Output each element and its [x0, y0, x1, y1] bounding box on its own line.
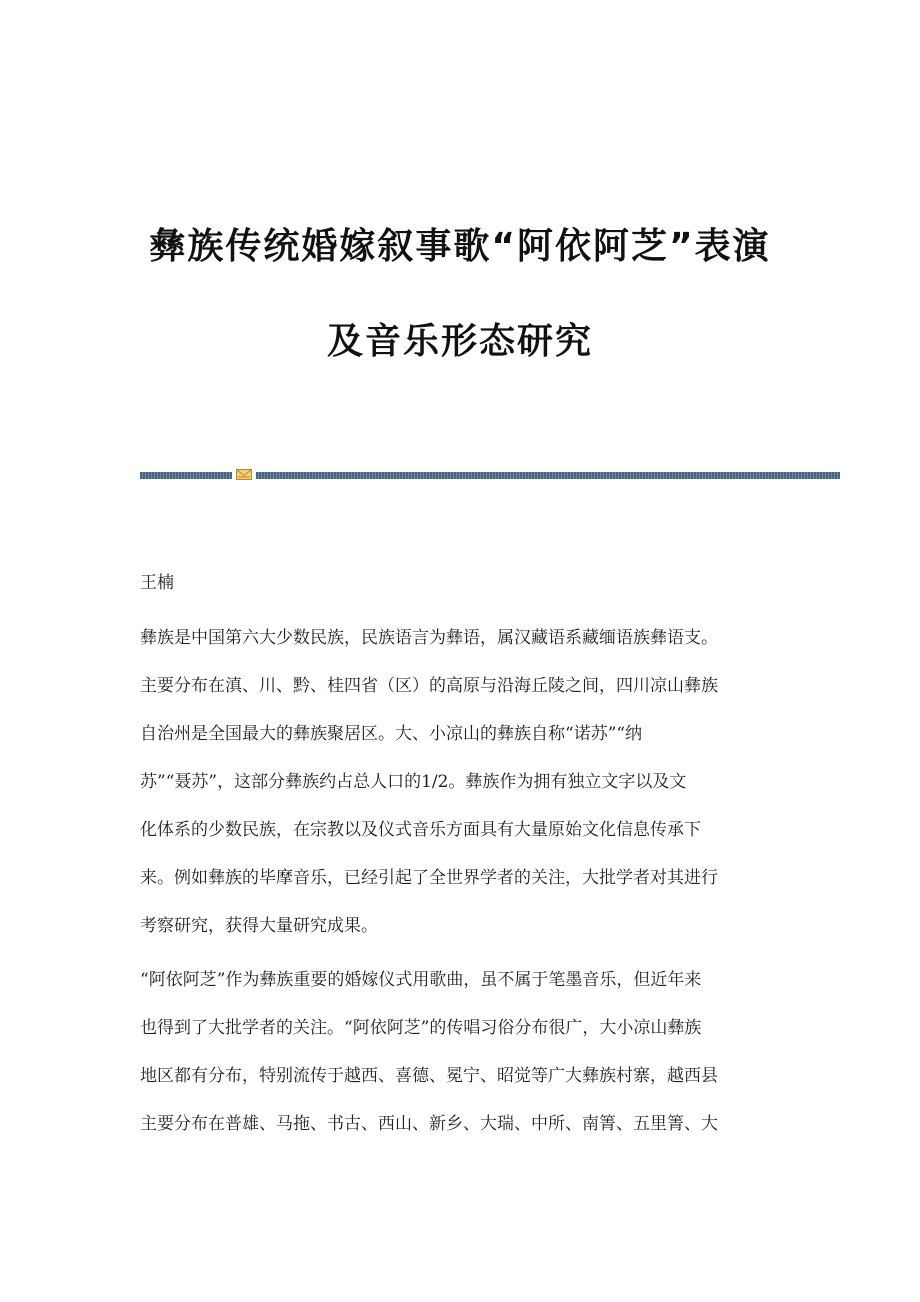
- paragraph-line: 考察研究，获得大量研究成果。: [140, 916, 378, 936]
- paragraph-line: 主要分布在普雄、马拖、书古、西山、新乡、大瑞、中所、南箐、五里箐、大: [140, 1114, 718, 1134]
- paragraph-line: 主要分布在滇、川、黔、桂四省（区）的高原与沿海丘陵之间，四川凉山彝族: [140, 676, 718, 696]
- paragraph-line: 自治州是全国最大的彝族聚居区。大、小凉山的彝族自称“诺苏”“纳: [140, 724, 643, 744]
- paragraph-line: 也得到了大批学者的关注。“阿依阿芝”的传唱习俗分布很广，大小凉山彝族: [140, 1018, 702, 1038]
- paragraph-line: 苏”“聂苏”，这部分彝族约占总人口的1/2。彝族作为拥有独立文字以及文: [140, 772, 687, 792]
- author-name: 王楠: [140, 573, 174, 593]
- title-divider-left: [140, 472, 232, 479]
- title-divider-right: [256, 472, 840, 479]
- paragraph-line: 彝族是中国第六大少数民族，民族语言为彝语，属汉藏语系藏缅语族彝语支。: [140, 628, 718, 648]
- body-paragraph-2: [140, 956, 780, 1148]
- body-paragraph-1: [140, 614, 780, 950]
- paragraph-line: 化体系的少数民族，在宗教以及仪式音乐方面具有大量原始文化信息传承下: [140, 820, 701, 840]
- paragraph-line: “阿依阿芝”作为彝族重要的婚嫁仪式用歌曲，虽不属于笔墨音乐，但近年来: [140, 970, 702, 990]
- envelope-icon: [236, 468, 252, 481]
- document-title-line-2: 及音乐形态研究: [326, 321, 593, 362]
- paragraph-line: 地区都有分布，特别流传于越西、喜德、冕宁、昭觉等广大彝族村寨，越西县: [140, 1066, 718, 1086]
- paragraph-line: 来。例如彝族的毕摩音乐，已经引起了全世界学者的关注，大批学者对其进行: [140, 868, 718, 888]
- document-title-line-1: 彝族传统婚嫁叙事歌“阿依阿芝”表演: [149, 226, 771, 267]
